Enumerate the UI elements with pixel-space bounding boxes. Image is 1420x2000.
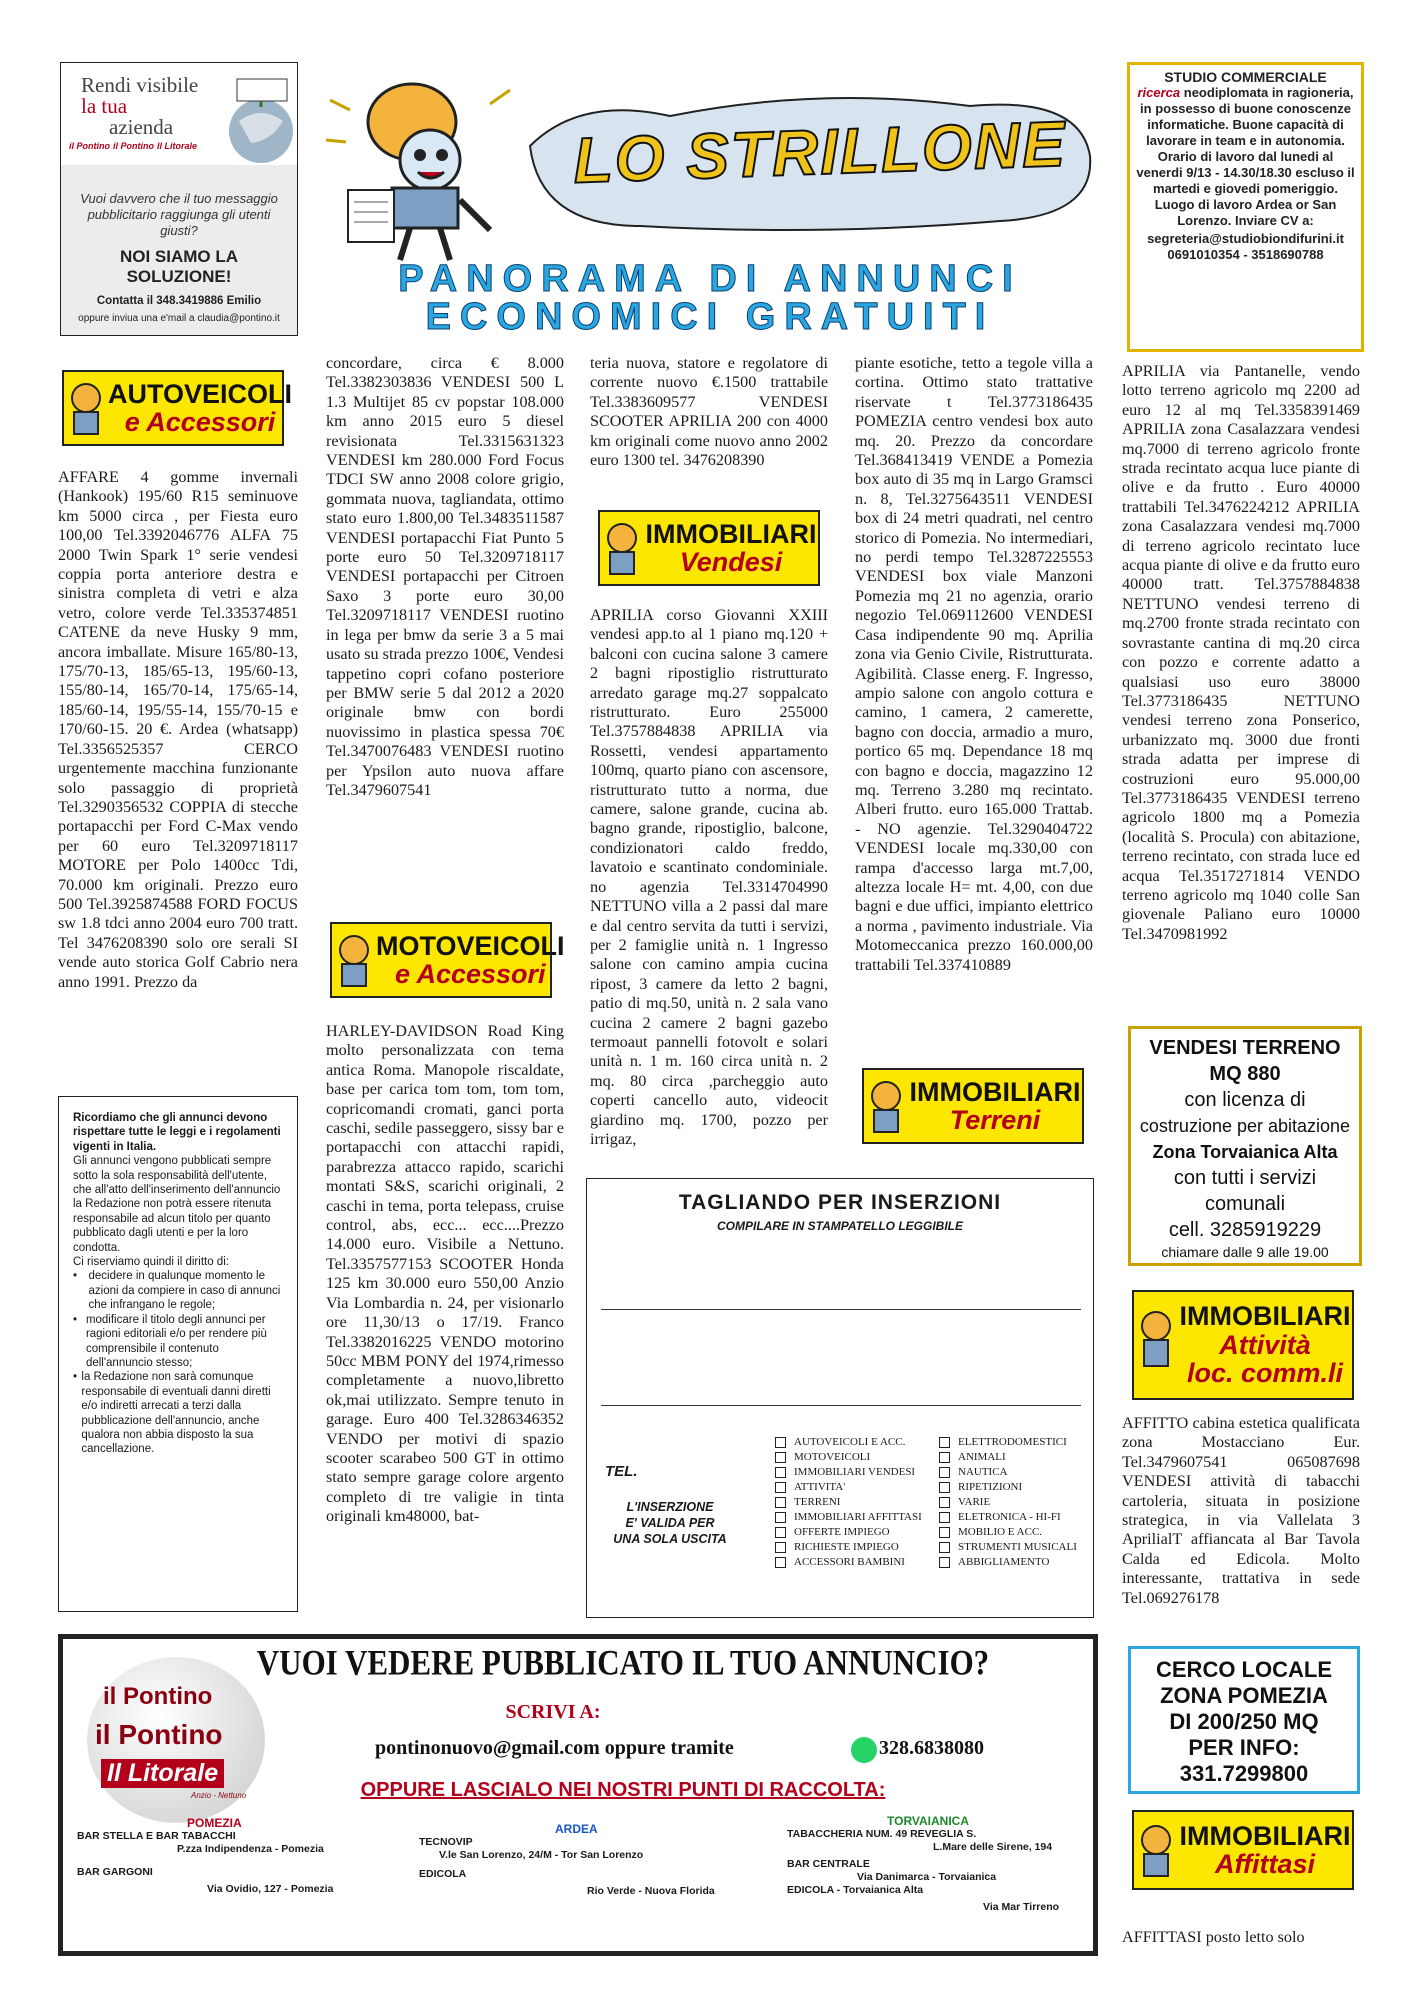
cerco-l5: 331.7299800 [1179, 1761, 1309, 1786]
coupon-line-2[interactable] [601, 1405, 1081, 1406]
category-label: ANIMALI [958, 1451, 1006, 1463]
rules-bold: Ricordiamo che gli annunci devono rispettare tutte le leggi e i regolamenti vigenti in Italia. [73, 1112, 281, 1153]
section-header-imm-vendesi [598, 510, 820, 586]
category-label: NAUTICA [958, 1466, 1008, 1478]
column-1-ads: AFFARE 4 gomme invernali (Hankook) 195/60 R15 seminuove km 5000 circa , per Fiesta euro 100,00 Tel.3392046776 ALFA 75 2000 Twin Spark 1° serie vendesi coppia porta anteriore destra e sinistra completa di vetri e alza vetro, colore verde Tel.335374851 CATENE da neve Husky 9 mm, ancora imballate. Misure 165/80-13, 175/70-13, 185/65-13, 195/60-13, 155/80-14, 165/70-14, 175/65-14, 185/60-14, 195/55-14, 155/70-15 e 170/60-15. 20 €. Ardea (whatsapp) Tel.3356525357 CERCO urgentemente macchina funzionante solo passaggio di proprietà Tel.3290356532 COPPIA di stecche portapacchi per Ford C-Max vendo per 60 euro Tel.3209718117 MOTORE per Polo 1400cc Tdi, 70.000 km originali. Prezzo euro 500 Tel.3925874588 FORD FOCUS sw 1.8 tdci anno 2004 euro 700 tratt. Tel 3476208390 solo ore serali SI vende auto storica Golf Cabrio nera anno 1991. Prezzo da [58, 468, 298, 991]
section-sublabel: Affittasi [1214, 1849, 1315, 1879]
coupon-form [586, 1178, 1094, 1618]
footer-email[interactable]: pontinonuovo@gmail.com oppure tramite [375, 1737, 734, 1759]
torvaianica-a1: TABACCHERIA NUM. 49 REVEGLIA S. [787, 1828, 977, 1840]
category-checkbox[interactable] [939, 1510, 1089, 1525]
category-label: TERRENI [794, 1496, 841, 1508]
footer-raccolta: OPPURE LASCIALO NEI NOSTRI PUNTI DI RACCOLTA: [360, 1779, 886, 1801]
promo-headline-1: Rendi visibile [81, 73, 199, 97]
coupon-categories-right [939, 1435, 1089, 1570]
category-checkbox[interactable] [775, 1540, 935, 1555]
torvaianica-title: TORVAIANICA [887, 1814, 970, 1828]
footer-logo-litorale: Il Litorale [101, 1759, 224, 1788]
masthead [320, 60, 1100, 338]
section-label: AUTOVEICOLI [108, 378, 293, 409]
section-label: IMMOBILIARI [1179, 1820, 1351, 1851]
masthead-line2: ECONOMICI GRATUITI [425, 296, 995, 338]
strillone-small-icon [1134, 1292, 1178, 1398]
rules-bullet-1: decidere in qualunque momento le azioni da compiere in caso di annunci che infrangano le regole; [88, 1270, 281, 1312]
masthead-logo: LO STRILLONE [572, 107, 1068, 197]
section-sublabel: Vendesi [679, 547, 783, 577]
section-header-imm-terreni [862, 1068, 1084, 1144]
promo-headline-2: la tua [81, 94, 128, 118]
pomezia-title: POMEZIA [187, 1816, 242, 1830]
promo-contact: Contatta il 348.3419886 Emilio [96, 295, 262, 307]
rules-p1: Gli annunci vengono pubblicati sempre sotto la sola responsabilità dell'utente, che all'atto dell'inserimento dell'annuncio la Redazione non potrà essere ritenuta responsabile ad alcun titolo per quanto pubblicato dagli utenti e per la loro condotta. [73, 1155, 281, 1254]
column-4-ads: piante esotiche, tetto a tegole villa a cortina. Ottimo stato trattative riservate t Tel.3773186435 POMEZIA centro vendesi box auto mq. 20. Prezzo da concordare Tel.368413419 VENDE a Pomezia box auto di 35 mq in Largo Gramsci n. 8, Tel.3275643511 VENDESI box di 24 metri quadrati, nel centro storico di Pomezia. No intermediari, no perdi tempo Tel.3287225553 VENDESI box viale Manzoni Pomezia mq 21 no agenzia, orario negozio Tel.069112600 VENDESI Casa indipendente 90 mq. Aprilia zona via Genio Civile, Ristrutturata. Agibilità. Classe energ. F. Ingresso, ampio salone con angolo cottura e camino, 1 camera, 2 camerette, bagno con doccia, armadio a muro, portico 65 mq. Dependance 18 mq con bagno e doccia, magazzino 12 mq. Terreno 3.280 mq recintato. Alberi frutto. euro 165.000 Trattab. - NO agenzie. Tel.3290404722 VENDESI locale mq.330,00 con rampa d'accesso larga mt.7,00, altezza locale H= mt. 4,00, con due bagni e due uffici, impianto elettrico a norma , pavimento industriale. Via Motomeccanica prezzo 160.000,00 trattabili Tel.337410889 [855, 354, 1093, 974]
category-checkbox[interactable] [939, 1435, 1089, 1450]
section-header-imm-attivita [1132, 1290, 1354, 1400]
category-checkbox[interactable] [939, 1480, 1089, 1495]
promo-logo-pontino-1: il Pontino [69, 141, 110, 151]
category-label: AUTOVEICOLI E ACC. [794, 1436, 906, 1448]
terreno-l5: Zona Torvaianica Alta [1152, 1142, 1338, 1162]
globe-icon [221, 71, 295, 171]
section-label: IMMOBILIARI [909, 1076, 1081, 1107]
category-checkbox[interactable] [939, 1540, 1089, 1555]
torvaianica-a2b: Via Danimarca - Torvaianica [857, 1871, 997, 1883]
footer-logo-sub: Anzio - Nettuno [191, 1791, 247, 1800]
column-2-ads: concordare, circa € 8.000 Tel.3382303836 VENDESI 500 L 1.3 Multijet 85 cv popstar 108.000 km anno 2015 euro 5 diesel revisionata Tel.3315631323 VENDESI km 280.000 Ford Focus TDCI SW anno 2008 colore grigio, gommata nuova, tagliandata, ottimo stato euro 1.800,00 Tel.3483511587 VENDESI portapacchi Fiat Punto 5 porte euro 50 Tel.3209718117 VENDESI portapacchi per Citroen Saxo 3 porte euro 30,00 Tel.3209718117 VENDESI ruotino in lega per bmw da serie 3 a 5 mai usato su strada prezzo 100€, Vendesi tappetino copri cofano posteriore per BMW serie 5 dal 2012 a 2020 originale bmw con bordi nuovissimo in plastica spessa 70€ Tel.3470076483 VENDESI ruotino per Ypsilon auto nuova affare Tel.3479607541 [326, 354, 564, 799]
section-label: IMMOBILIARI [645, 518, 817, 549]
job-ad-title: STUDIO COMMERCIALE [1164, 69, 1327, 85]
rules-p2: Ci riserviamo quindi il diritto di: [73, 1256, 229, 1269]
column-3-ads: APRILIA corso Giovanni XXIII vendesi app.to al 1 piano mq.120 + balconi con cucina salone 3 camere 2 bagni ripostiglio ristrutturato arredato garage mq.27 soppalcato ristrutturato. Euro 255000 Tel.3757884838 APRILIA via Rossetti, vendesi appartamento 100mq, quarto piano con ascensore, ristrutturato tutto a norma, due camere, salone grande, cucina ab. bagno grande, ripostiglio, balcone, condizionatori caldo freddo, lavatoio e scantinato condominiale. no agenzia Tel.3314704990 NETTUNO villa a 2 passi dal mare e dal centro servita da tutti i servizi, per 2 famiglie unità n. 1 Ingresso salone con camino ampia cucina ripost, 3 camere da letto 2 bagni, patio di mq.50, unità n. 2 sala vano cucina 2 camere 2 bagni gazebo termoaut pannelli fotovolt e solari unità n. 1 m. 160 circa unità n. 2 mq. 80 circa ,parcheggio auto coperti cancello auto, videocit giardino mq. 1700, pozzo per irrigaz, [590, 606, 828, 1148]
torvaianica-a3b: Via Mar Tirreno [983, 1901, 1060, 1913]
torvaianica-a3: EDICOLA - Torvaianica Alta [787, 1884, 924, 1896]
footer-headline: VUOI VEDERE PUBBLICATO IL TUO ANNUNCIO? [256, 1642, 990, 1683]
strillone-small-icon [1134, 1812, 1178, 1888]
category-checkbox[interactable] [939, 1555, 1089, 1570]
terreno-l7: comunali [1204, 1193, 1286, 1215]
rules-box: Ricordiamo che gli annunci devono rispettare tutte le leggi e i regolamenti vigenti in Italia. Gli annunci vengono pubblicati sempre sotto la sola responsabilità dell'utente, che all'atto dell'inserimento dell'annuncio la Redazione non potrà essere ritenuta responsabile ad alcun titolo per quanto pubblicato dagli utenti e per la loro condotta. Ci riserviamo quindi il diritto di: • decidere in qualunque momento le azioni da compiere in caso di annunci che infrangano le regole; • modificare il titolo degli annunci per ragioni editoriali e/o per rendere più comprensibile il contenuto dell'annuncio stesso; • la Redazione non sarà comunque responsabile di eventuali danni diretti e/o indiretti arrecati a terzi dalla pubblicazione dell'annuncio, anche qualora non abbia disposto la sua cancellazione. [58, 1096, 298, 1612]
category-checkbox[interactable] [939, 1450, 1089, 1465]
coupon-line-1[interactable] [601, 1309, 1081, 1310]
category-label: RICHIESTE IMPIEGO [794, 1541, 899, 1553]
category-label: MOTOVEICOLI [794, 1451, 871, 1463]
pomezia-a1: BAR STELLA E BAR TABACCHI [77, 1830, 236, 1842]
pomezia-a2b: Via Ovidio, 127 - Pomezia [207, 1883, 334, 1895]
terreno-l4: costruzione per abitazione [1139, 1116, 1351, 1136]
pomezia-a2: BAR GARGONI [77, 1866, 153, 1878]
promo-question: Vuoi davvero che il tuo messaggio pubblicitario raggiunga gli utenti giusti? [80, 191, 278, 238]
coupon-note-3: UNA SOLA USCITA [613, 1532, 727, 1546]
ardea-title: ARDEA [555, 1822, 598, 1836]
promo-email: oppure inviua una e'mail a claudia@pontino.it [78, 313, 280, 324]
footer-scrivi: SCRIVI A: [505, 1701, 601, 1723]
section-header-autoveicoli [62, 370, 293, 446]
promo-logo-litorale: Il Litorale [157, 141, 198, 151]
column-3-top-ads: teria nuova, statore e regolatore di corrente nuovo €.1500 trattabile Tel.3383609577 VENDESI SCOOTER APRILIA 200 con 4000 km originali come nuovo anno 2002 euro 1300 tel. 3476208390 [590, 354, 828, 470]
terreno-l1: VENDESI TERRENO [1149, 1037, 1341, 1059]
masthead-line1: PANORAMA DI ANNUNCI [398, 258, 1022, 300]
coupon-categories-left [775, 1435, 935, 1570]
rules-bullet-2: modificare il titolo degli annunci per ragioni editoriali e/o per rendere più comprensibile il contenuto dell'annuncio stesso; [85, 1313, 267, 1369]
footer-pomezia [77, 1817, 377, 1896]
promo-headline-3: azienda [109, 115, 174, 139]
strillone-small-icon [64, 372, 108, 444]
section-sublabel: Terreni [949, 1105, 1041, 1135]
category-label: IMMOBILIARI AFFITTASI [794, 1511, 922, 1523]
torvaianica-a1b: L.Mare delle Sirene, 194 [933, 1841, 1053, 1853]
coupon-tel-label: TEL. [605, 1463, 638, 1480]
section-sublabel: e Accessori [124, 407, 276, 437]
coupon-note-2: E' VALIDA PER [625, 1516, 715, 1530]
torvaianica-a2: BAR CENTRALE [787, 1858, 870, 1870]
promo-solution: NOI SIAMO LA SOLUZIONE! [119, 247, 239, 286]
category-checkbox[interactable] [775, 1465, 935, 1480]
category-label: RIPETIZIONI [958, 1481, 1023, 1493]
category-label: ELETTRODOMESTICI [958, 1436, 1067, 1448]
category-label: ATTIVITA' [794, 1481, 846, 1493]
column-5-ads: APRILIA via Pantanelle, vendo lotto terreno agricolo mq 2200 ad euro 12 al mq Tel.3358391469 APRILIA zona Casalazzara vendesi mq.7000 di terreno agricolo fronte strada recintato acqua luce piante di olive e da frutto . Euro 40000 trattabili Tel.3476224212 APRILIA zona Casalazzara vendesi mq.7000 di terreno agricolo recintato luce acqua piante di olive e da frutto euro 40000 tratt. Tel.3757884838 NETTUNO vendesi terreno di mq.2700 fronte strada recintato con sovrastante cantina di mq.20 circa con pozzo e corrente adatto a qualsiasi uso euro 38000 Tel.3773186435 NETTUNO vendesi terreno zona Ponserico, urbanizzato mq. 3000 due fronti strada adatta per imprese di costruzioni euro 95.000,00 Tel.3773186435 VENDESI terreno agricolo 1800 mq a Pomezia (località S. Procula) con abitazione, terreno recintato, con strada luce ed acqua Tel.3517271814 VENDO terreno agricolo mq 1040 colle San giovenale Paliano euro 10000 Tel.3470981992 [1122, 362, 1360, 943]
rules-bullet-3: la Redazione non sarà comunque responsabile di eventuali danni diretti e/o indiretti arrecati a terzi dalla pubblicazione dell'annuncio, anche qualora non abbia disposto la sua cancellazione. [81, 1371, 271, 1456]
terreno-ad [1128, 1026, 1362, 1266]
category-checkbox[interactable] [775, 1555, 935, 1570]
footer-promo [58, 1634, 1098, 1956]
category-checkbox[interactable] [775, 1510, 935, 1525]
ardea-a2: EDICOLA [419, 1868, 467, 1880]
promo-logo-pontino-2: il Pontino [113, 141, 154, 151]
category-checkbox[interactable] [775, 1480, 935, 1495]
category-label: ABBIGLIAMENTO [958, 1556, 1050, 1568]
category-label: VARIE [958, 1496, 991, 1508]
category-checkbox[interactable] [775, 1450, 935, 1465]
cerco-l1: CERCO LOCALE [1156, 1657, 1332, 1682]
strillone-small-icon [332, 924, 376, 996]
category-checkbox[interactable] [775, 1525, 935, 1540]
cerco-l2: ZONA POMEZIA [1160, 1683, 1328, 1708]
footer-logo-pontino-2: il Pontino [95, 1719, 223, 1750]
section-sublabel: e Accessori [394, 959, 546, 989]
coupon-subtitle: COMPILARE IN STAMPATELLO LEGGIBILE [717, 1219, 963, 1233]
terreno-l3: con licenza di [1184, 1089, 1306, 1111]
strillone-mascot-icon [320, 60, 540, 270]
coupon-note [595, 1499, 745, 1547]
section-header-imm-affittasi [1132, 1810, 1354, 1890]
job-ad [1127, 62, 1364, 352]
strillone-small-icon [600, 512, 644, 584]
cerco-l3: DI 200/250 MQ [1169, 1709, 1319, 1734]
category-label: MOBILIO E ACC. [958, 1526, 1043, 1538]
pomezia-a1b: P.zza Indipendenza - Pomezia [177, 1843, 324, 1855]
category-checkbox[interactable] [939, 1495, 1089, 1510]
section-label: IMMOBILIARI [1179, 1301, 1351, 1332]
job-ad-body: neodiplomata in ragioneria, in possesso di buone conoscenze informatiche. Buone capacità di lavorare in team e in autonomia. Orario di lavoro dal lunedi al venerdi 9/13 - 14.30/18.30 escluso il martedi e giovedi pomeriggio. Luogo di lavoro Ardea or San Lorenzo. Inviare CV a: [1136, 85, 1355, 228]
category-label: STRUMENTI MUSICALI [958, 1541, 1077, 1553]
footer-logo-ball [87, 1657, 265, 1823]
category-label: ACCESSORI BAMBINI [794, 1556, 905, 1568]
promo-ad [60, 62, 298, 336]
category-checkbox[interactable] [775, 1435, 935, 1450]
job-ad-contact: segreteria@studiobiondifurini.it 0691010354 - 3518690788 [1147, 231, 1344, 262]
category-checkbox[interactable] [939, 1465, 1089, 1480]
ardea-a1b: V.le San Lorenzo, 24/M - Tor San Lorenzo [439, 1849, 644, 1861]
cerco-locale-ad [1128, 1646, 1360, 1794]
coupon-title: TAGLIANDO PER INSERZIONI [678, 1191, 1002, 1214]
terreno-l6: con tutti i servizi [1173, 1167, 1317, 1189]
category-checkbox[interactable] [939, 1525, 1089, 1540]
section-header-motoveicoli [330, 922, 565, 998]
column-5-affitt-ads: AFFITTASI posto letto solo [1122, 1928, 1305, 1946]
terreno-l8: cell. 3285919229 [1168, 1219, 1322, 1241]
footer-torvaianica [787, 1815, 1087, 1914]
ardea-a2b: Rio Verde - Nuova Florida [587, 1885, 715, 1897]
category-checkbox[interactable] [775, 1495, 935, 1510]
category-label: ELETRONICA - HI-FI [958, 1511, 1061, 1523]
cerco-l4: PER INFO: [1188, 1735, 1300, 1760]
terreno-l2: MQ 880 [1209, 1063, 1281, 1085]
ardea-a1: TECNOVIP [419, 1836, 473, 1848]
section-label: MOTOVEICOLI [376, 930, 565, 961]
category-label: OFFERTE IMPIEGO [794, 1526, 890, 1538]
column-5-attivita-ads: AFFITTO cabina estetica qualificata zona Mostacciano Eur. Tel.3479607541 065087698 VENDESI attività di tabacchi cartoleria, situata in posizione strategica, in via Vallelata 3 AprilialT affiancata al Bar Tavola Calda ed Edicola. Molto interessante, trattativa in sede Tel.069276178 [1122, 1414, 1360, 1607]
category-label: IMMOBILIARI VENDESI [794, 1466, 916, 1478]
coupon-note-1: L'INSERZIONE [626, 1500, 714, 1514]
footer-ardea [419, 1823, 719, 1898]
column-2-moto-ads: HARLEY-DAVIDSON Road King molto personalizzata con tema antica Roma. Manopole riscaldate, base per carica tom tom, tom tom, copricomandi cromati, ganci porta caschi, sedile passeggero, sissy bar e portapacchi con attacchi rapidi, parabrezza attacco rapido, scarichi montati S&S, scarichi originali, 2 caschi in tema, porta telepass, cruise control, abs, ecc... ecc....Prezzo 14.000 euro. Visibile a Nettuno. Tel.3357577153 SCOOTER Honda 125 km 30.000 euro 550,00 Anzio Via Lombardia n. 24, per visionarlo ore 11,30/13 o 17/19. Franco Tel.3382016225 VENDO motorino 50cc MBM PONY del 1974,rimesso completamente a nuovo,libretto ok,mai utilizzato. Sempre tenuto in garage. Euro 400 Tel.3286346352 VENDO per motivi di spazio scooter scarabeo 500 GT in ottimo stato sempre garage colore argento completo di tre valigie in tinta originali km48000, bat- [326, 1022, 564, 1526]
footer-whatsapp[interactable]: 328.6838080 [879, 1737, 984, 1759]
section-sublabel: Attività [1219, 1329, 1311, 1360]
footer-logo-pontino-1: il Pontino [103, 1683, 213, 1710]
terreno-l9: chiamare dalle 9 alle 19.00 [1161, 1244, 1329, 1260]
section-sublabel-2: loc. comm.li [1186, 1358, 1344, 1389]
strillone-small-icon [864, 1070, 908, 1142]
whatsapp-icon [851, 1737, 877, 1763]
job-ad-ricerca: ricerca [1137, 85, 1181, 100]
